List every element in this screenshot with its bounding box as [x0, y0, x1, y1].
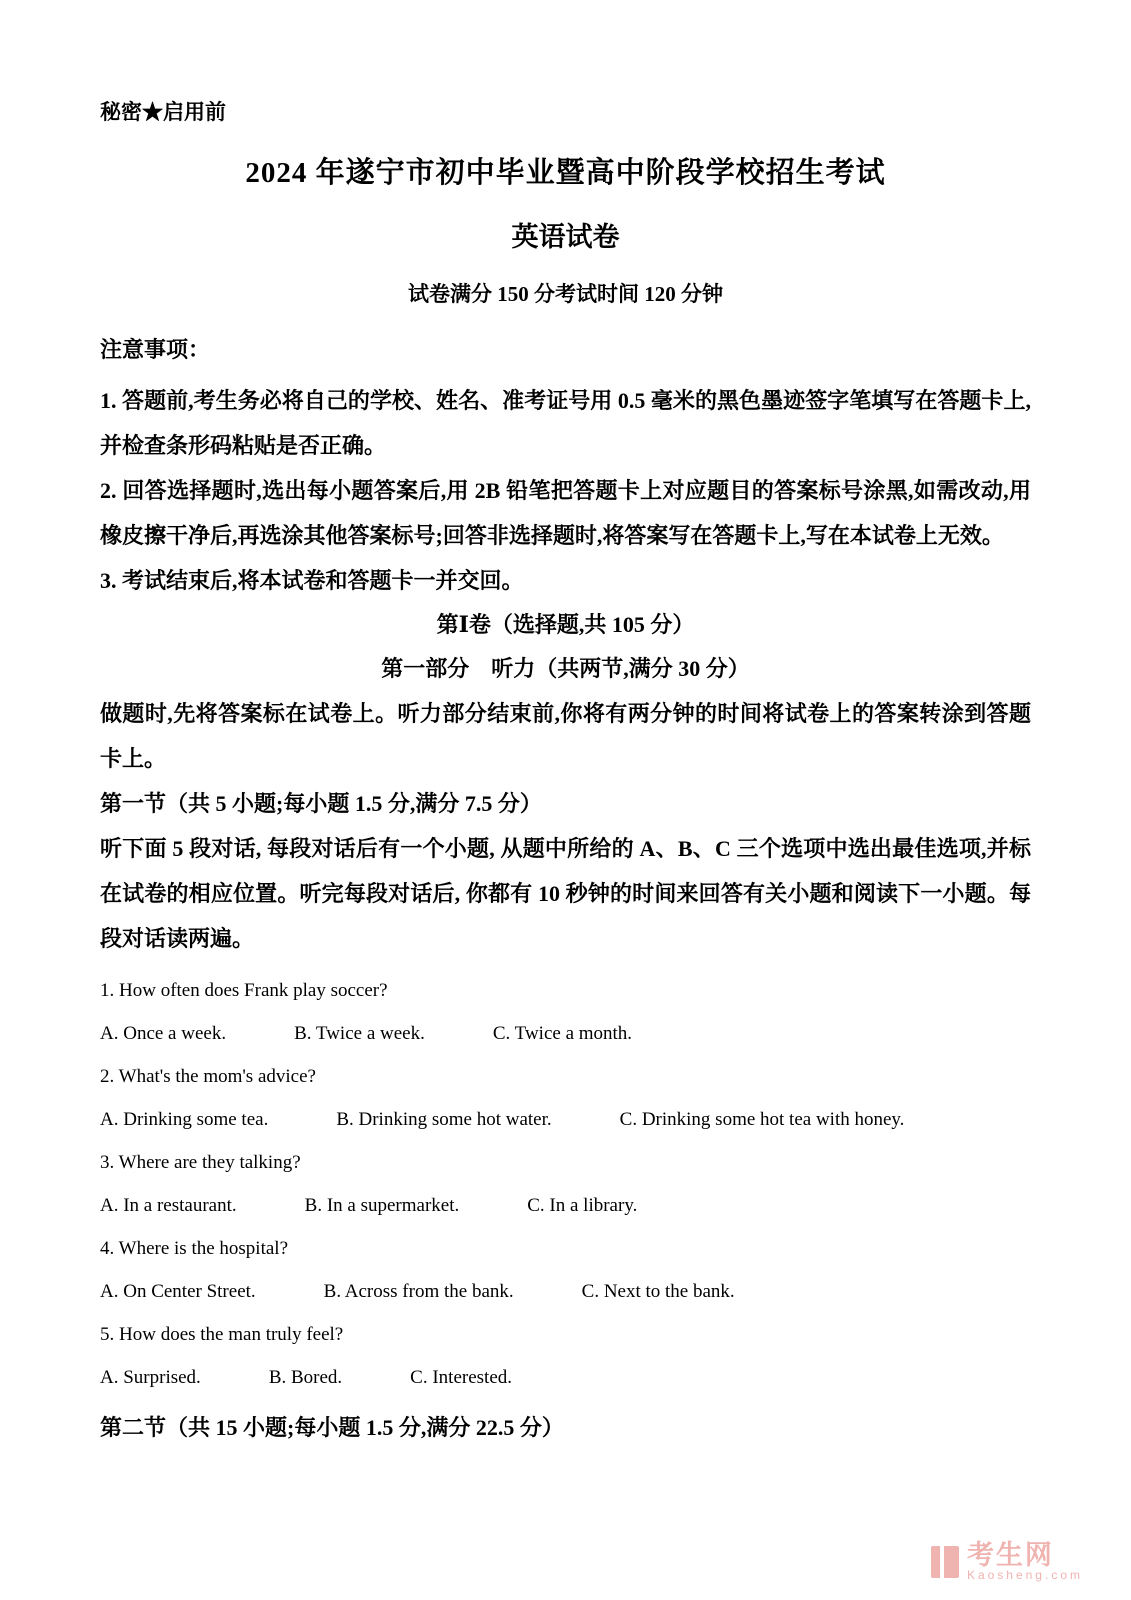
option-a: A. On Center Street.	[100, 1281, 256, 1302]
watermark-name: 考生网	[966, 1540, 1054, 1571]
option-a: A. Once a week.	[100, 1023, 227, 1044]
option-a: A. Drinking some tea.	[100, 1109, 269, 1130]
question-block-1	[100, 969, 1031, 1055]
option-b: B. Drinking some hot water.	[336, 1109, 552, 1130]
option-b: B. In a supermarket.	[304, 1195, 460, 1216]
listening-questions	[100, 969, 1031, 1399]
notice-item-3: 3. 考试结束后,将本试卷和答题卡一并交回。	[100, 568, 524, 593]
part1-heading: 第一部分 听力（共两节,满分 30 分）	[381, 656, 750, 681]
question-options	[100, 1184, 1031, 1227]
watermark-text	[967, 1541, 1083, 1582]
question-text: 1. How often does Frank play soccer?	[100, 980, 388, 1001]
notices-heading: 注意事项：	[100, 337, 211, 362]
question-options	[100, 1098, 1031, 1141]
question-block-3	[100, 1141, 1031, 1227]
question-block-2	[100, 1055, 1031, 1141]
classification-label: 秘密★启用前	[100, 100, 226, 124]
question-options	[100, 1012, 1031, 1055]
option-b: B. Bored.	[268, 1367, 343, 1388]
question-text: 2. What's the mom's advice?	[100, 1066, 316, 1087]
option-a: A. In a restaurant.	[100, 1195, 237, 1216]
score-duration-line: 试卷满分 150 分考试时间 120 分钟	[408, 282, 723, 306]
volume-heading: 第Ⅰ卷（选择题,共 105 分）	[436, 612, 695, 637]
question-options	[100, 1270, 1031, 1313]
question-text: 4. Where is the hospital?	[100, 1238, 289, 1259]
section1-instructions: 听下面 5 段对话, 每段对话后有一个小题, 从题中所给的 A、B、C 三个选项中选出最佳选项,并标在试卷的相应位置。听完每段对话后, 你都有 10 秒钟的时间来回答有关小题和阅读下一小题。每段对话读两遍。	[100, 836, 1031, 951]
section2-heading: 第二节（共 15 小题;每小题 1.5 分,满分 22.5 分）	[100, 1415, 564, 1440]
option-b: B. Across from the bank.	[323, 1281, 514, 1302]
option-b: B. Twice a week.	[294, 1023, 425, 1044]
question-block-5	[100, 1313, 1031, 1399]
question-text: 5. How does the man truly feel?	[100, 1324, 344, 1345]
option-a: A. Surprised.	[100, 1367, 201, 1388]
option-c: C. Drinking some hot tea with honey.	[619, 1109, 905, 1130]
listening-note: 做题时,先将答案标在试卷上。听力部分结束前,你将有两分钟的时间将试卷上的答案转涂到答题卡上。	[100, 701, 1031, 771]
exam-subject: 英语试卷	[511, 222, 620, 252]
question-block-4	[100, 1227, 1031, 1313]
watermark-url: Kaosheng.com	[966, 1568, 1083, 1583]
option-c: C. Interested.	[410, 1367, 512, 1388]
kaosheng-logo-icon	[931, 1546, 959, 1578]
notice-item-1: 1. 答题前,考生务必将自己的学校、姓名、准考证号用 0.5 毫米的黑色墨迹签字笔填写在答题卡上,并检查条形码粘贴是否正确。	[100, 388, 1031, 458]
option-c: C. Twice a month.	[492, 1023, 633, 1044]
kaosheng-watermark	[931, 1541, 1083, 1582]
question-text: 3. Where are they talking?	[100, 1152, 301, 1173]
option-c: C. In a library.	[527, 1195, 638, 1216]
question-options	[100, 1356, 1031, 1399]
option-c: C. Next to the bank.	[581, 1281, 735, 1302]
section1-heading: 第一节（共 5 小题;每小题 1.5 分,满分 7.5 分）	[100, 791, 542, 816]
notice-item-2: 2. 回答选择题时,选出每小题答案后,用 2B 铅笔把答题卡上对应题目的答案标号涂黑,如需改动,用橡皮擦干净后,再选涂其他答案标号;回答非选择题时,将答案写在答题卡上,写在本试卷上无效。	[100, 478, 1031, 548]
exam-title: 2024 年遂宁市初中毕业暨高中阶段学校招生考试	[245, 157, 886, 189]
